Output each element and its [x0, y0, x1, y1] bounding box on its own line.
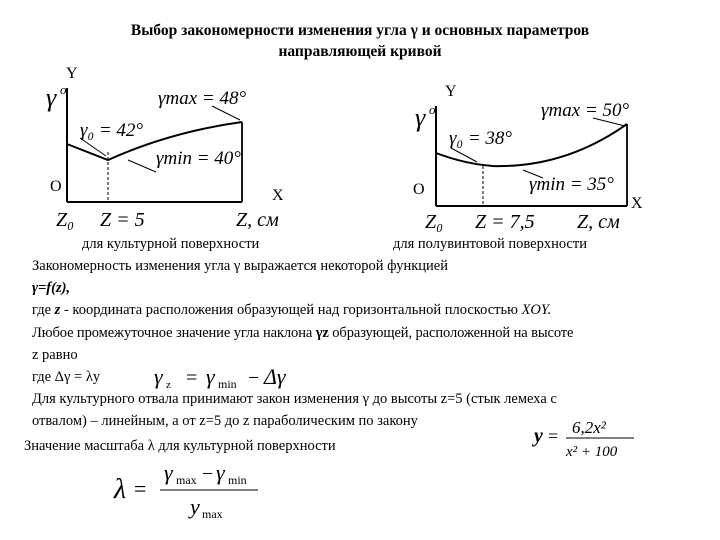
graph-right-gmax-label: γmax = 50° — [541, 100, 630, 121]
graph-left-gamma0-label: γ₀ = 42° — [80, 120, 144, 141]
svg-text:z: z — [166, 379, 171, 391]
svg-text:=: = — [134, 476, 147, 501]
text-line-7: Для культурного отвала принимают закон изменения γ до высоты z=5 (стык лемеха с — [32, 391, 557, 407]
page-title-line2: направляющей кривой — [278, 43, 442, 60]
text-line-6: где Δγ = λy — [32, 369, 101, 385]
graph-left-x-label: X — [272, 187, 284, 204]
graph-left-gamma-axis: γ — [46, 83, 57, 112]
svg-text:γ: γ — [206, 364, 215, 389]
svg-text:−: − — [202, 463, 214, 485]
svg-text:γ: γ — [154, 364, 163, 389]
svg-text:6,2x²: 6,2x² — [572, 418, 606, 437]
svg-text:=: = — [548, 426, 559, 446]
graph-right-zcm: Z, см — [577, 211, 620, 233]
graph-left-caption: для культурной поверхности — [82, 236, 260, 252]
text-line-8: отвалом) – линейным, а от z=5 до z параболическим по закону — [32, 413, 418, 429]
graph-right-y-label: Y — [445, 83, 457, 100]
svg-text:min: min — [228, 473, 247, 487]
formula-parabola — [530, 416, 640, 460]
graph-left-gmin-leader — [128, 160, 156, 172]
graph-right-gmin-label: γmin = 35° — [529, 174, 614, 195]
graph-left-gamma-sub: o — [60, 82, 67, 97]
graph-left — [30, 60, 320, 240]
graph-right-origin: O — [413, 181, 425, 198]
svg-text:λ: λ — [114, 474, 127, 505]
svg-text:=: = — [186, 367, 198, 389]
svg-text:max: max — [202, 507, 223, 521]
text-line-1: Закономерность изменения угла γ выражается некоторой функцией — [32, 258, 448, 274]
svg-text:x² + 100: x² + 100 — [566, 444, 618, 460]
graph-right-gamma-sub: o — [429, 102, 436, 117]
svg-text:−: − — [248, 367, 260, 389]
graph-right-gamma0-label: γ₀ = 38° — [449, 128, 513, 149]
formula-gamma-z — [150, 362, 300, 392]
graph-left-zcm: Z, см — [236, 209, 279, 231]
svg-text:y: y — [190, 494, 200, 519]
graph-right-x-label: X — [631, 195, 643, 212]
graph-right-caption: для полувинтовой поверхности — [393, 236, 587, 252]
svg-text:y: y — [534, 425, 543, 447]
graph-left-z0: Z₀ — [56, 209, 75, 231]
graph-left-gmax-label: γmax = 48° — [158, 88, 247, 109]
page-title-line1: Выбор закономерности изменения угла γ и основных параметров — [130, 22, 590, 39]
graph-right-gamma-axis: γ — [415, 103, 426, 132]
svg-text:γ: γ — [216, 460, 225, 485]
formula-lambda — [110, 458, 280, 524]
text-line-9: Значение масштаба λ для культурной поверхности — [24, 438, 336, 454]
graph-right — [405, 78, 685, 240]
svg-text:min: min — [218, 377, 237, 391]
text-line-3: где z - координата расположения образующей над горизонтальной плоскостью XOY. — [32, 302, 552, 318]
svg-text:Δγ: Δγ — [264, 364, 286, 389]
text-line-5: z равно — [32, 347, 78, 363]
svg-text:γ: γ — [164, 460, 173, 485]
text-line-4: Любое промежуточное значение угла наклона γz образующей, расположенной на высоте — [32, 325, 574, 341]
graph-left-z5: Z = 5 — [100, 209, 145, 231]
svg-text:max: max — [176, 473, 197, 487]
graph-left-gmin-label: γmin = 40° — [156, 148, 241, 169]
graph-right-z0: Z₀ — [425, 211, 444, 233]
text-line-2: γ=f(z), — [32, 280, 71, 296]
graph-left-origin: O — [50, 178, 62, 195]
graph-left-y-label: Y — [66, 65, 78, 82]
graph-right-z75: Z = 7,5 — [475, 211, 535, 233]
